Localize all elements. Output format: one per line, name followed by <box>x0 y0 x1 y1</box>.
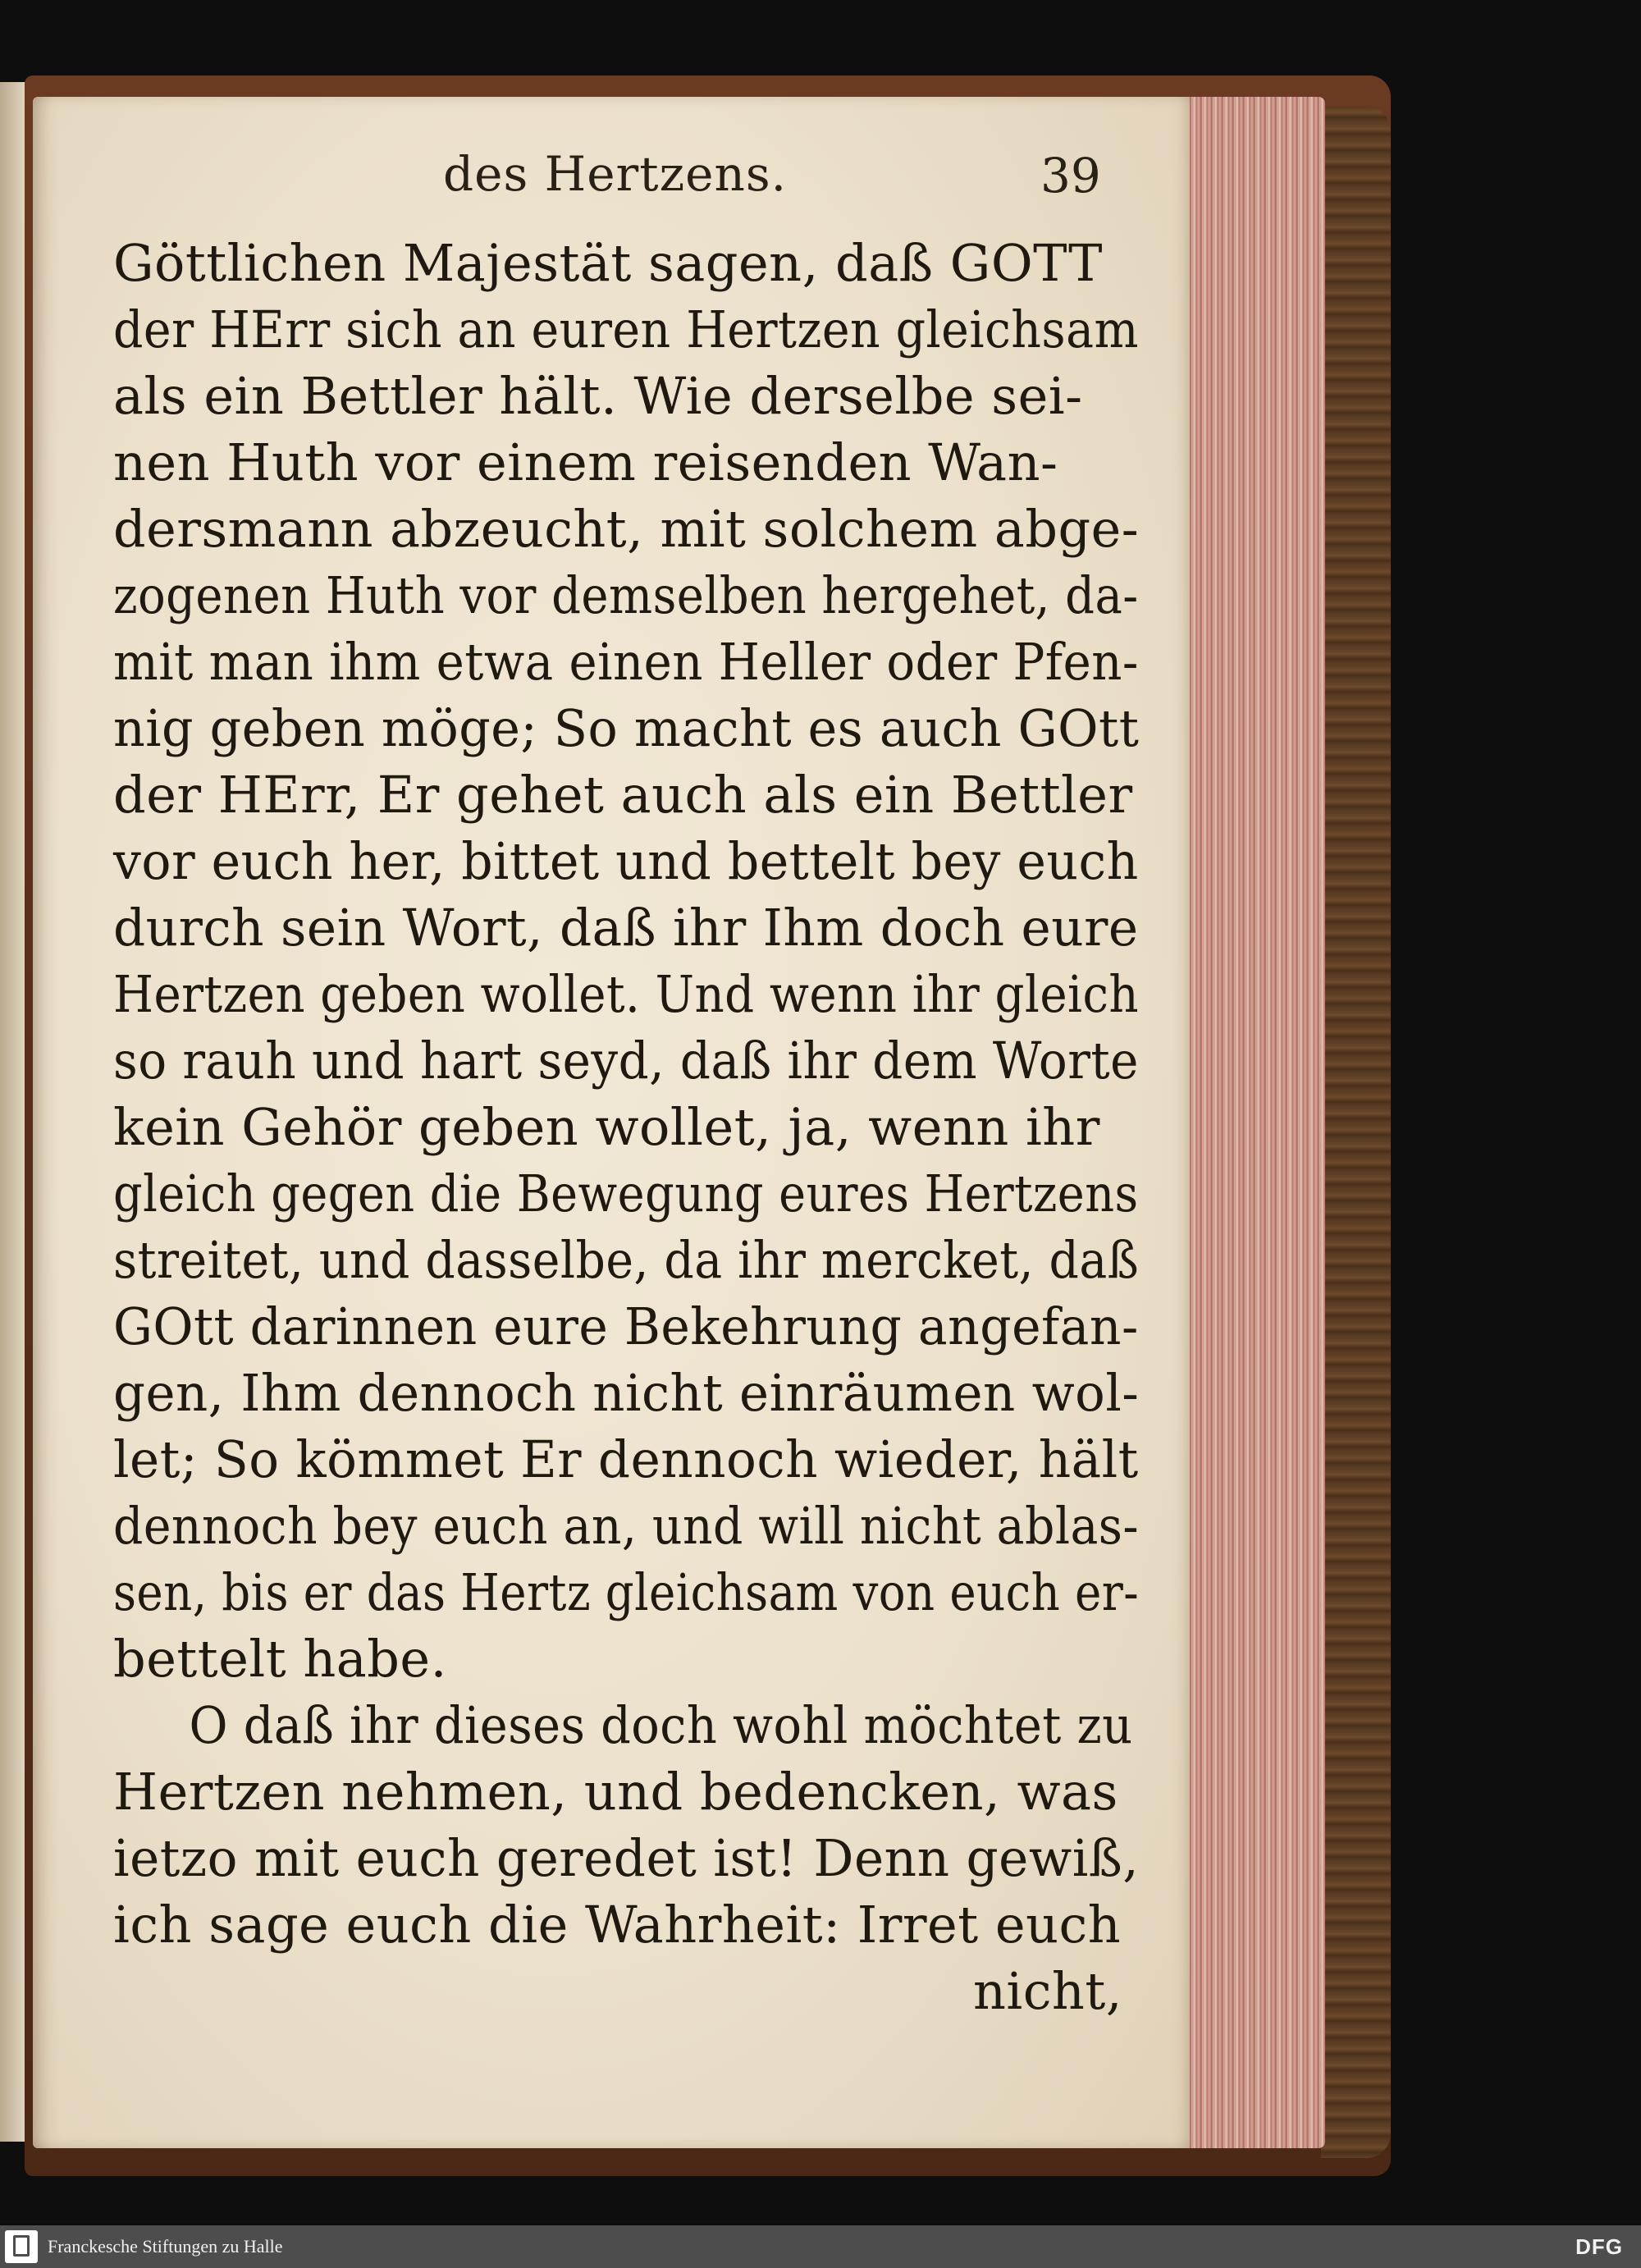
text-line: Göttlichen Majestät sagen, daß GOTT <box>113 233 1104 293</box>
page-header <box>33 146 1190 212</box>
text-line: kein Gehör geben wollet, ja, wenn ihr <box>113 1097 1100 1157</box>
text-line: der HErr sich an euren Hertzen gleichsam <box>113 300 1139 359</box>
text-line: zogenen Huth vor demselben hergehet, da- <box>113 565 1139 625</box>
text-line: durch sein Wort, daß ihr Ihm doch eure <box>113 898 1139 958</box>
text-line: so rauh und hart seyd, daß ihr dem Worte <box>113 1031 1139 1091</box>
text-line: sen, bis er das Hertz gleichsam von euch er- <box>113 1562 1140 1622</box>
text-line: gleich gegen die Bewegung eures Hertzens <box>113 1164 1139 1223</box>
text-line: ich sage euch die Wahrheit: Irret euch <box>113 1895 1122 1955</box>
text-line: der HErr, Er gehet auch als ein Bettler <box>113 765 1133 825</box>
body-text <box>113 230 1139 2024</box>
catchword: nicht, <box>972 1961 1122 2021</box>
running-head: des Hertzens. <box>443 146 788 202</box>
page-edges <box>1182 97 1325 2148</box>
institution-logo-icon <box>5 2230 38 2263</box>
text-line: dersmann abzeucht, mit solchem abge- <box>113 499 1140 559</box>
text-line: nen Huth vor einem reisenden Wan- <box>113 432 1058 492</box>
text-line: GOtt darinnen eure Bekehrung angefan- <box>113 1296 1139 1356</box>
book-page <box>33 97 1190 2148</box>
footer-bar <box>0 2225 1641 2268</box>
text-line: bettelt habe. <box>113 1629 447 1689</box>
text-line: vor euch her, bittet und bettelt bey euch <box>113 831 1139 891</box>
text-line: let; So kömmet Er dennoch wieder, hält <box>113 1429 1139 1489</box>
page-number: 39 <box>1040 148 1101 203</box>
funder-logo: DFG <box>1575 2234 1623 2259</box>
text-line: ietzo mit euch geredet ist! Denn gewiß, <box>113 1828 1140 1888</box>
institution-name: Franckesche Stiftungen zu Halle <box>48 2236 283 2257</box>
book-spine-edge <box>1321 107 1391 2158</box>
text-line: Hertzen nehmen, und bedencken, was <box>113 1762 1118 1822</box>
text-line: nig geben möge; So macht es auch GOtt <box>113 698 1140 758</box>
text-line: gen, Ihm dennoch nicht einräumen wol- <box>113 1363 1140 1423</box>
text-line: O daß ihr dieses doch wohl möchtet zu <box>189 1695 1133 1755</box>
text-line: mit man ihm etwa einen Heller oder Pfen- <box>113 632 1139 692</box>
text-line: streitet, und dasselbe, da ihr mercket, daß <box>113 1230 1140 1290</box>
text-line: als ein Bettler hält. Wie derselbe sei- <box>113 366 1083 426</box>
text-line: dennoch bey euch an, und will nicht ablas- <box>113 1496 1140 1556</box>
text-line: Hertzen geben wollet. Und wenn ihr gleich <box>113 964 1140 1024</box>
